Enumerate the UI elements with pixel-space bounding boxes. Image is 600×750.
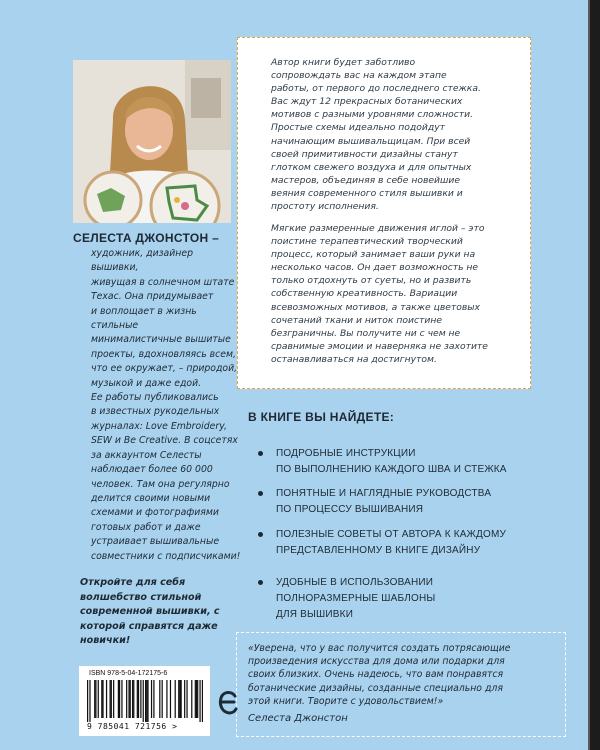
barcode-bar [106,680,107,718]
barcode-bar [175,680,176,718]
barcode-bar [145,680,146,722]
barcode-bar [202,680,203,722]
text-line: только отдохнуть от суеты, но и развить [271,275,472,287]
barcode-bar [94,680,95,718]
barcode-bar [170,680,171,718]
text-line: процесс, который занимает ваши руки на [271,249,476,261]
text-line: несколько часов. Он дает возможность не [271,262,479,274]
text-line: ПОЛЕЗНЫЕ СОВЕТЫ ОТ АВТОРА К КАЖДОМУ [276,529,507,540]
feature-text [276,527,566,559]
barcode-bar [109,680,110,718]
text-line: минималистичные вышитые [91,334,231,346]
barcode-bar [146,680,147,722]
description-paragraph-2 [271,222,509,366]
author-call-to-action [80,576,250,649]
barcode-bar [195,680,196,718]
text-line: работы, от первого до последнего стежка. [271,83,481,95]
text-line: в известных рукодельных [91,406,220,418]
text-line: делится своими новыми [91,492,211,504]
author-photo [73,60,231,223]
barcode-bar [132,680,133,718]
barcode-bar [89,680,90,722]
bullet-icon [258,451,263,456]
text-line: своих близких. Очень надеюсь, что вам понравятся [248,669,504,681]
feature-text [276,486,566,518]
barcode-bar [151,680,152,718]
barcode-bar [130,680,131,718]
book-spine-edge [588,0,600,750]
text-line: наблюдает более 60 000 [91,464,213,476]
barcode-bar [118,680,119,718]
text-line: журналах: Love Embroidery, [91,420,227,432]
text-line: что ее окружает, – природой, [91,363,238,375]
isbn-number: ISBN 978-5-04-172175-6 [89,670,168,677]
text-line: безграничны. Вы получите ни с чем не [271,327,461,339]
barcode-bar [137,680,138,718]
quote-signature: Селеста Джонстон [248,713,348,724]
text-line: Техас. Она придумывает [91,291,214,303]
barcode-bar [178,680,179,718]
barcode-bar [143,680,144,722]
text-line: музыкой и даже едой. [91,377,202,389]
text-line: простоту исполнения. [271,201,379,213]
barcode-bar [166,680,167,718]
description-paragraph-1 [271,56,509,213]
barcode-bar [179,680,180,718]
barcode-bar [113,680,114,718]
barcode-bar [184,680,185,718]
text-line: проекты, вдохновляясь всем, [91,348,236,360]
text-line: схемами и фотографиями [91,507,219,519]
barcode-icon [87,680,203,722]
text-line: мотивов с разными уровнями сложности. [271,109,474,121]
text-line: за аккаунтом Селесты [91,449,202,461]
text-line: готовых работ и даже [91,521,201,533]
barcode-bar [102,680,103,718]
barcode-bar [128,680,129,718]
book-description-box [237,37,531,389]
text-line: произведения искусства для дома или подарки для [248,656,505,668]
text-line: современной вышивки, с [80,606,220,617]
text-line: ботанические дизайны, созданные специально для [248,682,503,694]
barcode-bar [197,680,198,718]
text-line: останавливаться на достигнутом. [271,353,437,365]
barcode-bar [87,680,88,722]
text-line: совместники с подписчиками! [91,550,241,562]
barcode-bar [126,680,127,718]
author-quote-box [236,632,566,737]
text-line: художник, дизайнер вышивки, [91,248,193,274]
barcode-bar [95,680,96,718]
text-line: ПОЛНОРАЗМЕРНЫЕ ШАБЛОНЫ [276,592,436,604]
barcode-bar [140,680,141,718]
text-line: живущая в солнечном штате [91,276,235,288]
barcode-bar [153,680,154,718]
text-line: ПОНЯТНЫЕ И НАГЛЯДНЫЕ РУКОВОДСТВА [276,488,492,499]
barcode-bar [101,680,102,718]
barcode-bar [199,680,200,722]
barcode-digits: 9 785041 721756 > [87,722,178,731]
text-line: ПО ПРОЦЕССУ ВЫШИВАНИЯ [276,503,424,515]
barcode-bar [121,680,122,718]
bullet-icon [258,532,263,537]
author-bio [91,247,243,564]
eksmo-logo-icon [218,690,238,716]
text-line: SEW и Be Creative. В соцсетях [91,435,238,447]
text-line: сопровождать вас на каждом этапе [271,70,447,82]
text-line: Автор книги будет заботливо [271,57,416,68]
barcode-bar [133,680,134,718]
text-line: своей примитивности дизайны станут [271,148,458,160]
feature-text [276,575,566,622]
text-line: ДЛЯ ВЫШИВКИ [276,608,354,620]
feature-text [276,446,566,478]
barcode-bar [119,680,120,718]
text-line: мастеров, объединяя в себе новейшие [271,174,461,186]
barcode-bar [196,680,197,718]
text-line: «Уверена, что у вас получится создать потрясающие [248,643,511,654]
text-line: Мягкие размеренные движения иглой – это [271,223,485,234]
barcode-bar [159,680,160,718]
text-line: ПРЕДСТАВЛЕННОМУ В КНИГЕ ДИЗАЙНУ [276,544,481,556]
author-quote [248,642,548,708]
text-line: новички! [80,635,131,646]
text-line: этой книги. Творите с удовольствием!» [248,695,444,707]
author-name: СЕЛЕСТА ДЖОНСТОН – [73,231,220,245]
text-line: сравнимые эмоции и наверняка не захотите [271,340,488,352]
text-line: Ее работы публиковались [91,392,219,404]
barcode-bar [138,680,139,718]
text-line: устраивает вышивальные [91,536,220,548]
text-line: и воплощает в жизнь стильные [91,305,197,332]
text-line: сочетаний ткани и ниток поистине [271,314,442,326]
barcode-bar [186,680,187,718]
barcode-bar [111,680,112,718]
features-heading: В КНИГЕ ВЫ НАЙДЕТЕ: [248,410,395,424]
text-line: человек. Там она регулярно [91,478,230,490]
text-line: глотком свежего воздуха и для опытных [271,161,472,173]
isbn-barcode-panel [79,666,210,736]
text-line: ПО ВЫПОЛНЕНИЮ КАЖДОГО ШВА И СТЕЖКА [276,463,507,475]
text-line: всевозможных мотивов, а также цветовых [271,301,480,313]
barcode-bar [162,680,163,718]
text-line: Простые схемы идеально подойдут [271,122,445,134]
bullet-icon [258,580,263,585]
barcode-bar [181,680,182,718]
text-line: собственную креативность. Вариации [271,288,458,300]
text-line: ПОДРОБНЫЕ ИНСТРУКЦИИ [276,448,416,459]
text-line: начинающим вышивальщицам. При всей [271,135,471,147]
text-line: которой справятся даже [80,620,218,632]
text-line: волшебство стильной [80,591,202,603]
text-line: поистине терапевтический творческий [271,236,463,248]
barcode-bar [147,680,148,722]
text-line: УДОБНЫЕ В ИСПОЛЬЗОВАНИИ [276,577,434,588]
text-line: Вас ждут 12 прекрасных ботанических [271,96,463,108]
bullet-icon [258,491,263,496]
text-line: Откройте для себя [80,577,186,588]
barcode-bar [191,680,192,718]
text-line: веяния современного стиля вышивки и [271,187,463,199]
barcode-bar [98,680,99,718]
